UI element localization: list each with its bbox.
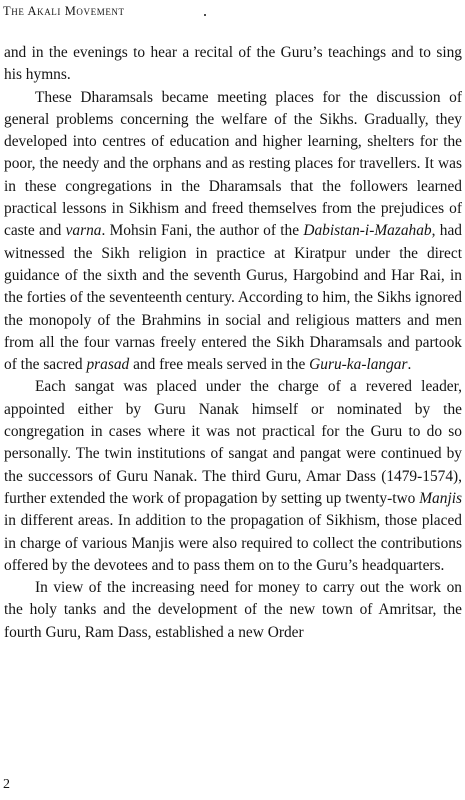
body-text [4,42,462,644]
text-run: in different areas. In addition to the propagation of Sikhism, those placed in charge of various Manjis were also required to collect the contributions offered by the devotees and to pass them on to the Guru’s headquarters. [4,512,462,574]
paragraph [4,577,462,644]
header-dot-mark [204,14,206,16]
text-run: . [407,356,412,374]
text-run: Each sangat was placed under the charge of a revered leader, appointed either by Guru Nanak himself or nominated by the congregation in cases where it was not practical for the Guru to do so personally. The twin institutions of sangat and pangat were continued by the successors of Guru Nanak. The third Guru, Amar Dass (1479-1574), further extended the work of propagation by setting up twenty-two [4,378,462,507]
running-head: The Akali Movement [3,4,125,18]
text-run: . Mohsin Fani, the author of the [101,222,304,240]
text-run: , had witnessed the Sikh religion in practice at Kiratpur under the direct guidance of the sixth and the seventh Gurus, Hargobind and Har Rai, in the forties of the seventeenth century. According to him, the Sikhs ignored the monopoly of the Brahmins in social and religious matters and men from all the four varnas freely entered the Sikh Dharamsals and partook of the sacred [4,222,462,374]
italic-term: Manjis [419,489,462,507]
italic-term: Dabistan-i-Mazahab [303,222,432,240]
paragraph [4,42,462,87]
italic-term: prasad [86,356,130,374]
paragraph [4,376,462,577]
text-run: These Dharamsals became meeting places for the discussion of general problems concerning the welfare of the Sikhs. Gradually, they developed into centres of education and higher learning, shelters for the poor, the needy and the orphans and as resting places for travellers. It was in these congregations in the Dharamsals that the followers learned practical lessons in Sikhism and freed themselves from the prejudices of caste and [4,88,462,240]
italic-term: Guru-ka-langar [309,356,408,374]
text-run: In view of the increasing need for money to carry out the work on the holy tanks and the development of the new town of Amritsar, the fourth Guru, Ram Dass, established a new Order [4,579,462,641]
text-run: and in the evenings to hear a recital of the Guru’s teachings and to sing his hymns. [4,44,462,84]
page-number: 2 [3,777,10,792]
text-run: and free meals served in the [129,356,310,374]
italic-term: varna [65,222,102,240]
paragraph [4,87,462,377]
